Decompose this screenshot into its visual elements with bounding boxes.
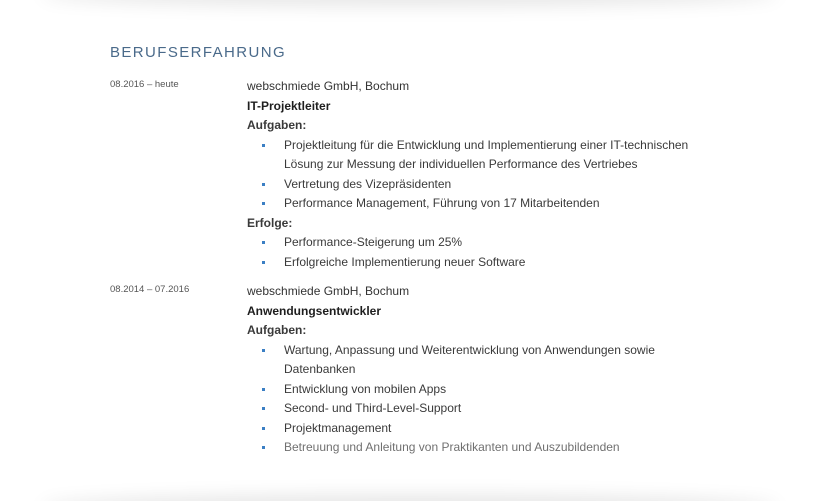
- bullet-icon: [262, 241, 265, 244]
- list-item-text: Wartung, Anpassung und Weiterentwicklung von Anwendungen sowie Datenbanken: [284, 342, 655, 376]
- section-title: BERUFSERFAHRUNG: [110, 44, 287, 61]
- bullet-icon: [262, 183, 265, 186]
- list-item: [247, 194, 727, 214]
- success-list: [247, 233, 727, 272]
- entry-role: Anwendungsentwickler: [247, 303, 382, 318]
- bullet-icon: [262, 446, 265, 449]
- bullet-icon: [262, 427, 265, 430]
- list-item: [247, 380, 727, 400]
- entry-date: 08.2014 – 07.2016: [110, 284, 190, 295]
- entry-company: webschmiede GmbH, Bochum: [247, 284, 410, 298]
- success-label: Erfolge:: [247, 215, 293, 230]
- list-item: [247, 136, 727, 175]
- list-item-text: Erfolgreiche Implementierung neuer Software: [284, 254, 526, 269]
- list-item-text: Projektmanagement: [284, 420, 392, 435]
- list-item: [247, 253, 727, 273]
- entry-content: [247, 282, 727, 458]
- list-item: [247, 438, 727, 458]
- list-item-text: Entwicklung von mobilen Apps: [284, 381, 447, 396]
- tasks-label: Aufgaben:: [247, 323, 307, 337]
- list-item: [247, 341, 727, 380]
- list-item-text: Vertretung des Vizepräsidenten: [284, 176, 452, 191]
- bullet-icon: [262, 388, 265, 391]
- bullet-icon: [262, 261, 265, 264]
- bullet-icon: [262, 202, 265, 205]
- list-item-text: Second- und Third-Level-Support: [284, 401, 462, 415]
- bullet-icon: [262, 407, 265, 410]
- list-item: [247, 233, 727, 253]
- list-item: [247, 175, 727, 195]
- bullet-icon: [262, 349, 265, 352]
- tasks-list: [247, 341, 727, 458]
- bullet-icon: [262, 144, 265, 147]
- entry-role: IT-Projektleiter: [247, 98, 331, 113]
- tasks-label: Aufgaben:: [247, 118, 307, 132]
- list-item-text: Performance-Steigerung um 25%: [284, 235, 463, 249]
- list-item-text: Projektleitung für die Entwicklung und Implementierung einer IT-technischen Lösung zur Messung der individuellen Performance des Vertriebes: [284, 137, 689, 171]
- tasks-list: [247, 136, 727, 214]
- list-item: [247, 419, 727, 439]
- entry-company: webschmiede GmbH, Bochum: [247, 79, 410, 93]
- list-item-text: Betreuung und Anleitung von Praktikanten und Auszubildenden: [284, 440, 620, 454]
- entry-date: 08.2016 – heute: [110, 79, 179, 90]
- list-item-text: Performance Management, Führung von 17 Mitarbeitenden: [284, 196, 600, 210]
- entry-content: [247, 77, 727, 272]
- list-item: [247, 399, 727, 419]
